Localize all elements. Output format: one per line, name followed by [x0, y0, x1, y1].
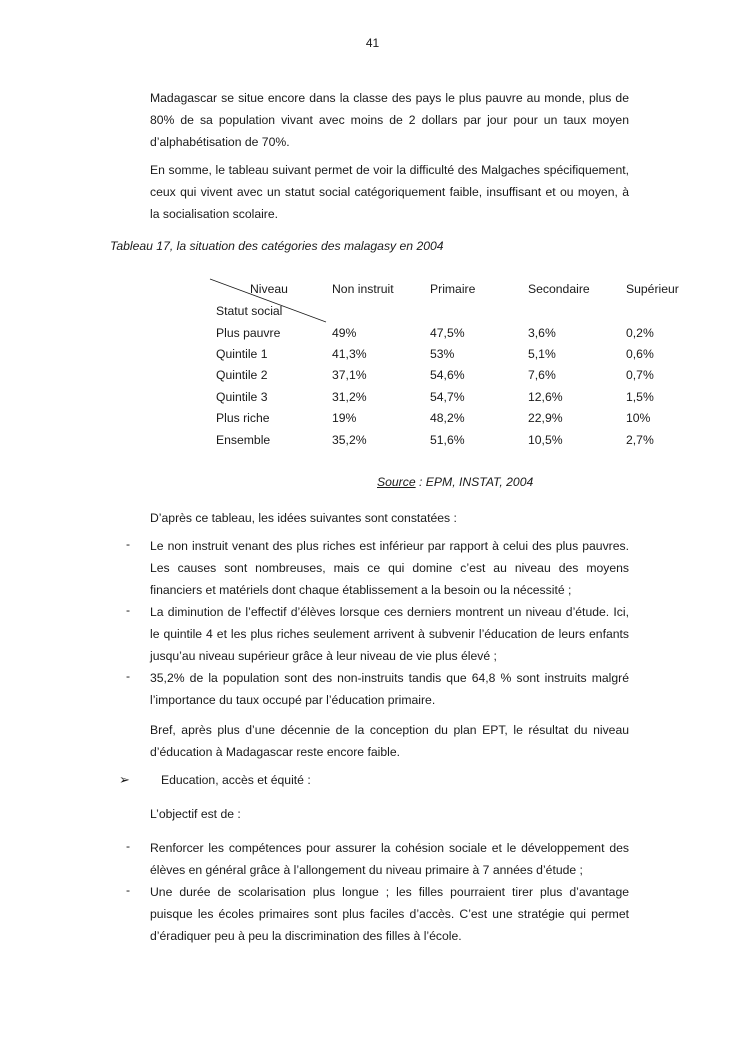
paragraph-summary: En somme, le tableau suivant permet de voir la difficulté des Malgaches spécifiquement, ceux qui vivent avec un statut social catégoriquement faible, insuffisant et ou moyen, à la socialisation scolaire.: [150, 163, 629, 221]
paragraph-objective: L’objectif est de :: [150, 807, 241, 821]
table-source: [377, 475, 533, 489]
section-heading: Education, accès et équité :: [161, 773, 311, 787]
arrow-bullet-icon: ➢: [119, 772, 130, 787]
table-cell: 7,6%: [528, 368, 556, 383]
table-row: [216, 386, 696, 407]
page-number: 41: [365, 36, 380, 50]
table-cell: 0,2%: [626, 325, 654, 340]
table-cell: 0,6%: [626, 347, 654, 362]
table-cell: 54,7%: [430, 389, 465, 404]
table-cell: 37,1%: [332, 368, 367, 383]
corner-label-niveau: Niveau: [250, 282, 288, 296]
table-cell: 10,5%: [528, 432, 563, 447]
row-label: Quintile 3: [216, 389, 268, 404]
table-row: [216, 343, 696, 364]
table-cell: 0,7%: [626, 368, 654, 383]
table-cell: 49%: [332, 325, 357, 340]
table-cell: 35,2%: [332, 432, 367, 447]
table-row: [216, 429, 696, 450]
table-cell: 31,2%: [332, 389, 367, 404]
table-header-row: [216, 279, 696, 322]
table-cell: 47,5%: [430, 325, 465, 340]
table-corner-cell: [216, 279, 332, 322]
table-cell: 5,1%: [528, 347, 556, 362]
list-item: La diminution de l’effectif d’élèves lorsque ces derniers montrent un niveau d’étude. Ici, le quintile 4 et les plus riches seulement arrivent à subvenir l’éducation de leurs enfants jusqu’au niveau supérieur grâce à leur niveau de vie plus élevé ;: [150, 605, 629, 663]
table-row: [216, 322, 696, 343]
row-label: Ensemble: [216, 432, 271, 447]
table-cell: 22,9%: [528, 411, 563, 426]
bullet-dash: -: [126, 603, 131, 617]
table-cell: 3,6%: [528, 325, 556, 340]
paragraph-intro: Madagascar se situe encore dans la classe des pays le plus pauvre au monde, plus de 80% de sa population vivant avec moins de 2 dollars par jour pour un taux moyen d’alphabétisation de 70%.: [150, 91, 629, 149]
table-cell: 1,5%: [626, 389, 654, 404]
table-cell: 10%: [626, 411, 651, 426]
column-header: Non instruit: [332, 282, 394, 296]
table-cell: 48,2%: [430, 411, 465, 426]
table-caption: Tableau 17, la situation des catégories des malagasy en 2004: [110, 239, 444, 253]
list-item: Le non instruit venant des plus riches est inférieur par rapport à celui des plus pauvres. Les causes sont nombreuses, mais ce qui domine c’est au niveau des moyens financiers et matériels dont chaque établissement a la besoin ou la nécessité ;: [150, 539, 629, 597]
paragraph-conclusion: Bref, après plus d’une décennie de la conception du plan EPT, le résultat du niveau d’éducation à Madagascar reste encore faible.: [150, 723, 629, 759]
list-item: Une durée de scolarisation plus longue ; les filles pourraient tirer plus d’avantage puisque les écoles primaires sont plus faciles d’accès. C’est une stratégie qui permet d’éradiquer peu à peu la discrimination des filles à l’école.: [150, 885, 629, 943]
table-cell: 2,7%: [626, 432, 654, 447]
row-label: Plus pauvre: [216, 325, 281, 340]
row-label: Quintile 2: [216, 368, 268, 383]
paragraph-observations: D’après ce tableau, les idées suivantes sont constatées :: [150, 511, 457, 525]
column-header: Supérieur: [626, 282, 679, 296]
corner-label-statut: Statut social: [216, 304, 283, 318]
table-row: [216, 408, 696, 429]
table-cell: 54,6%: [430, 368, 465, 383]
column-header: Primaire: [430, 282, 476, 296]
bullet-dash: -: [126, 839, 131, 853]
bullet-dash: -: [126, 883, 131, 897]
table-cell: 19%: [332, 411, 357, 426]
table-cell: 12,6%: [528, 389, 563, 404]
statistics-table: [216, 279, 696, 450]
source-label: Source: [377, 475, 416, 489]
table-cell: 41,3%: [332, 347, 367, 362]
bullet-dash: -: [126, 537, 131, 551]
column-header: Secondaire: [528, 282, 590, 296]
list-item: 35,2% de la population sont des non-instruits tandis que 64,8 % sont instruits malgré l’importance du taux occupé par l’éducation primaire.: [150, 671, 629, 707]
row-label: Quintile 1: [216, 347, 268, 362]
row-label: Plus riche: [216, 411, 270, 426]
table-row: [216, 365, 696, 386]
table-cell: 51,6%: [430, 432, 465, 447]
bullet-dash: -: [126, 669, 131, 683]
source-text: : EPM, INSTAT, 2004: [415, 475, 534, 489]
table-cell: 53%: [430, 347, 455, 362]
list-item: Renforcer les compétences pour assurer la cohésion sociale et le développement des élèves en général grâce à l’allongement du niveau primaire à 7 années d’étude ;: [150, 841, 629, 877]
